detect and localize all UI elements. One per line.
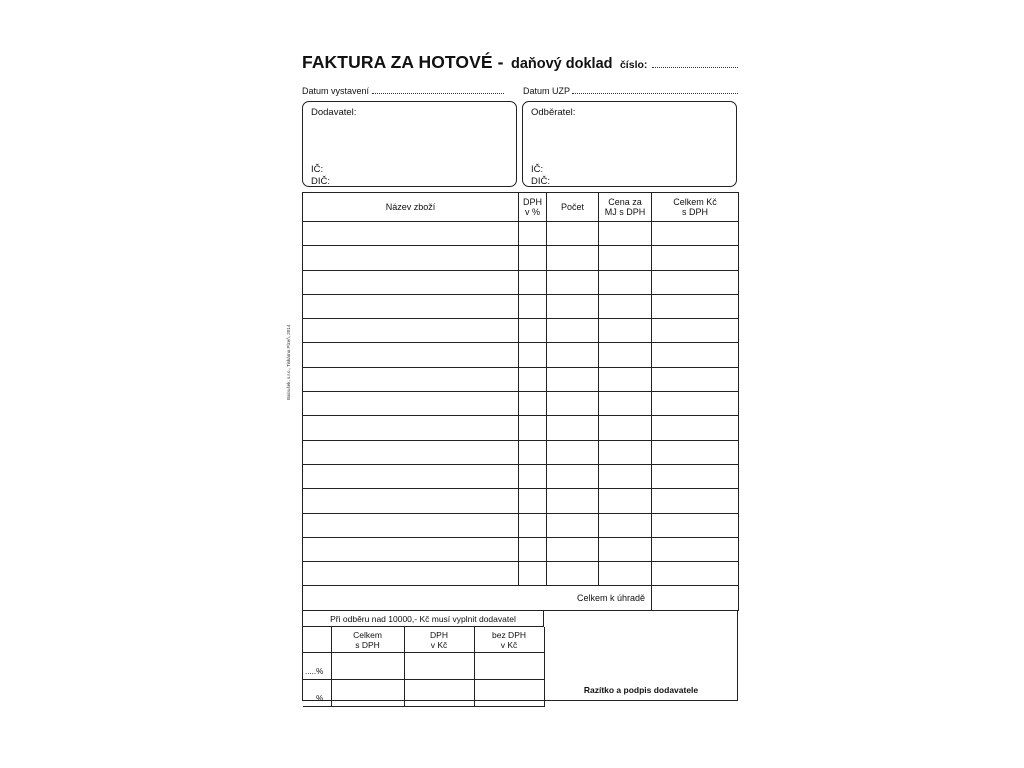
vat-summary-note: Při odběru nad 10000,- Kč musí vyplnit dodavatel bbox=[303, 611, 544, 627]
invoice-title bbox=[302, 52, 738, 76]
quantity-field[interactable] bbox=[547, 392, 599, 416]
col-header-quantity: Počet bbox=[547, 193, 599, 222]
unit-price-field[interactable] bbox=[599, 343, 652, 367]
item-row bbox=[303, 562, 739, 586]
vat-col-total: Celkem s DPH bbox=[331, 627, 404, 653]
line-total-field[interactable] bbox=[652, 270, 739, 294]
item-row bbox=[303, 343, 739, 367]
line-total-field[interactable] bbox=[652, 489, 739, 513]
item-row bbox=[303, 392, 739, 416]
item-row bbox=[303, 489, 739, 513]
unit-price-field[interactable] bbox=[599, 537, 652, 561]
item-row bbox=[303, 222, 739, 246]
bottom-section bbox=[302, 611, 738, 701]
line-total-field[interactable] bbox=[652, 562, 739, 586]
total-label: Celkem k úhradě bbox=[303, 586, 652, 611]
item-row bbox=[303, 464, 739, 488]
item-row bbox=[303, 440, 739, 464]
number-field[interactable] bbox=[652, 57, 738, 68]
quantity-field[interactable] bbox=[547, 562, 599, 586]
quantity-field[interactable] bbox=[547, 294, 599, 318]
line-total-field[interactable] bbox=[652, 416, 739, 440]
unit-price-field[interactable] bbox=[599, 464, 652, 488]
tax-point-date-field[interactable] bbox=[572, 86, 738, 94]
vat-rate-field[interactable] bbox=[519, 319, 547, 343]
supplier-label: Dodavatel: bbox=[311, 107, 357, 118]
vat-rate-field[interactable] bbox=[519, 489, 547, 513]
item-row bbox=[303, 513, 739, 537]
line-total-field[interactable] bbox=[652, 222, 739, 246]
item-name-field[interactable] bbox=[303, 489, 519, 513]
printer-imprint: Baloušek, s.r.o., Tiskárna Plzeň, 2014 bbox=[286, 324, 291, 400]
quantity-field[interactable] bbox=[547, 537, 599, 561]
vat-rate-field[interactable] bbox=[519, 367, 547, 391]
col-header-vat-rate: DPH v % bbox=[519, 193, 547, 222]
quantity-field[interactable] bbox=[547, 367, 599, 391]
quantity-field[interactable] bbox=[547, 343, 599, 367]
supplier-ic-label: IČ: bbox=[311, 164, 324, 175]
invoice-form bbox=[302, 50, 738, 702]
item-name-field[interactable] bbox=[303, 270, 519, 294]
item-row bbox=[303, 270, 739, 294]
vat-row-total-field[interactable] bbox=[331, 680, 404, 707]
item-row bbox=[303, 537, 739, 561]
unit-price-field[interactable] bbox=[599, 392, 652, 416]
quantity-field[interactable] bbox=[547, 246, 599, 270]
unit-price-field[interactable] bbox=[599, 440, 652, 464]
number-label: číslo: bbox=[619, 59, 648, 71]
quantity-field[interactable] bbox=[547, 319, 599, 343]
unit-price-field[interactable] bbox=[599, 222, 652, 246]
quantity-field[interactable] bbox=[547, 222, 599, 246]
quantity-field[interactable] bbox=[547, 489, 599, 513]
item-name-field[interactable] bbox=[303, 367, 519, 391]
issue-date-field[interactable] bbox=[372, 86, 504, 94]
item-name-field[interactable] bbox=[303, 562, 519, 586]
item-name-field[interactable] bbox=[303, 464, 519, 488]
quantity-field[interactable] bbox=[547, 464, 599, 488]
issue-date-label: Datum vystavení bbox=[302, 86, 370, 96]
signature-label: Razítko a podpis dodavatele bbox=[583, 685, 699, 695]
item-name-field[interactable] bbox=[303, 416, 519, 440]
vat-row-total-field[interactable] bbox=[331, 653, 404, 680]
supplier-box[interactable] bbox=[302, 101, 517, 187]
item-row bbox=[303, 416, 739, 440]
item-name-field[interactable] bbox=[303, 343, 519, 367]
line-total-field[interactable] bbox=[652, 392, 739, 416]
unit-price-field[interactable] bbox=[599, 270, 652, 294]
supplier-dic-label: DIČ: bbox=[311, 176, 330, 187]
total-amount-field[interactable] bbox=[652, 586, 739, 611]
vat-col-rate bbox=[303, 627, 331, 653]
customer-ic-label: IČ: bbox=[531, 164, 544, 175]
quantity-field[interactable] bbox=[547, 513, 599, 537]
unit-price-field[interactable] bbox=[599, 513, 652, 537]
unit-price-field[interactable] bbox=[599, 246, 652, 270]
item-row bbox=[303, 319, 739, 343]
vat-row-net-field[interactable] bbox=[474, 680, 544, 707]
line-total-field[interactable] bbox=[652, 440, 739, 464]
item-row bbox=[303, 367, 739, 391]
item-name-field[interactable] bbox=[303, 222, 519, 246]
item-row bbox=[303, 246, 739, 270]
line-total-field[interactable] bbox=[652, 537, 739, 561]
item-name-field[interactable] bbox=[303, 319, 519, 343]
items-table bbox=[302, 192, 739, 611]
line-total-field[interactable] bbox=[652, 246, 739, 270]
tax-point-date-label: Datum UZP bbox=[523, 86, 570, 96]
line-total-field[interactable] bbox=[652, 367, 739, 391]
col-header-unit-price: Cena za MJ s DPH bbox=[599, 193, 652, 222]
quantity-field[interactable] bbox=[547, 440, 599, 464]
vat-row bbox=[303, 653, 544, 680]
vat-rate-field[interactable] bbox=[519, 392, 547, 416]
col-header-total: Celkem Kč s DPH bbox=[652, 193, 739, 222]
item-name-field[interactable] bbox=[303, 392, 519, 416]
title-subtitle: daňový doklad bbox=[510, 56, 613, 72]
vat-rate-field[interactable] bbox=[519, 246, 547, 270]
vat-rate-field[interactable] bbox=[519, 416, 547, 440]
line-total-field[interactable] bbox=[652, 294, 739, 318]
tax-point-date-row bbox=[523, 86, 738, 96]
item-name-field[interactable] bbox=[303, 294, 519, 318]
line-total-field[interactable] bbox=[652, 319, 739, 343]
vat-row-net-field[interactable] bbox=[474, 653, 544, 680]
unit-price-field[interactable] bbox=[599, 319, 652, 343]
quantity-field[interactable] bbox=[547, 416, 599, 440]
vat-rate-field[interactable] bbox=[519, 343, 547, 367]
item-name-field[interactable] bbox=[303, 440, 519, 464]
item-name-field[interactable] bbox=[303, 537, 519, 561]
customer-label: Odběratel: bbox=[531, 107, 576, 118]
unit-price-field[interactable] bbox=[599, 367, 652, 391]
vat-rate-field[interactable] bbox=[519, 513, 547, 537]
unit-price-field[interactable] bbox=[599, 416, 652, 440]
line-total-field[interactable] bbox=[652, 464, 739, 488]
item-name-field[interactable] bbox=[303, 513, 519, 537]
vat-col-net: bez DPH v Kč bbox=[474, 627, 544, 653]
item-row bbox=[303, 294, 739, 318]
unit-price-field[interactable] bbox=[599, 562, 652, 586]
quantity-field[interactable] bbox=[547, 270, 599, 294]
vat-col-vat: DPH v Kč bbox=[404, 627, 474, 653]
item-name-field[interactable] bbox=[303, 246, 519, 270]
vat-rate-field[interactable] bbox=[519, 294, 547, 318]
vat-rate-field[interactable] bbox=[519, 537, 547, 561]
vat-rate-field[interactable] bbox=[519, 270, 547, 294]
line-total-field[interactable] bbox=[652, 343, 739, 367]
vat-rate-field[interactable] bbox=[519, 464, 547, 488]
vat-row bbox=[303, 680, 544, 707]
unit-price-field[interactable] bbox=[599, 294, 652, 318]
vat-row-vat-field[interactable] bbox=[404, 680, 474, 707]
col-header-item-name: Název zboží bbox=[303, 193, 519, 222]
title-main: FAKTURA ZA HOTOVÉ - bbox=[302, 52, 504, 72]
issue-date-row bbox=[302, 86, 504, 96]
vat-row-vat-field[interactable] bbox=[404, 653, 474, 680]
customer-box[interactable] bbox=[522, 101, 737, 187]
unit-price-field[interactable] bbox=[599, 489, 652, 513]
vat-row-rate[interactable]: .....% bbox=[303, 680, 331, 707]
vat-rate-field[interactable] bbox=[519, 440, 547, 464]
line-total-field[interactable] bbox=[652, 513, 739, 537]
customer-dic-label: DIČ: bbox=[531, 176, 550, 187]
vat-rate-field[interactable] bbox=[519, 222, 547, 246]
vat-row-rate[interactable]: .....% bbox=[303, 653, 331, 680]
vat-rate-field[interactable] bbox=[519, 562, 547, 586]
vat-summary-table bbox=[303, 627, 545, 707]
